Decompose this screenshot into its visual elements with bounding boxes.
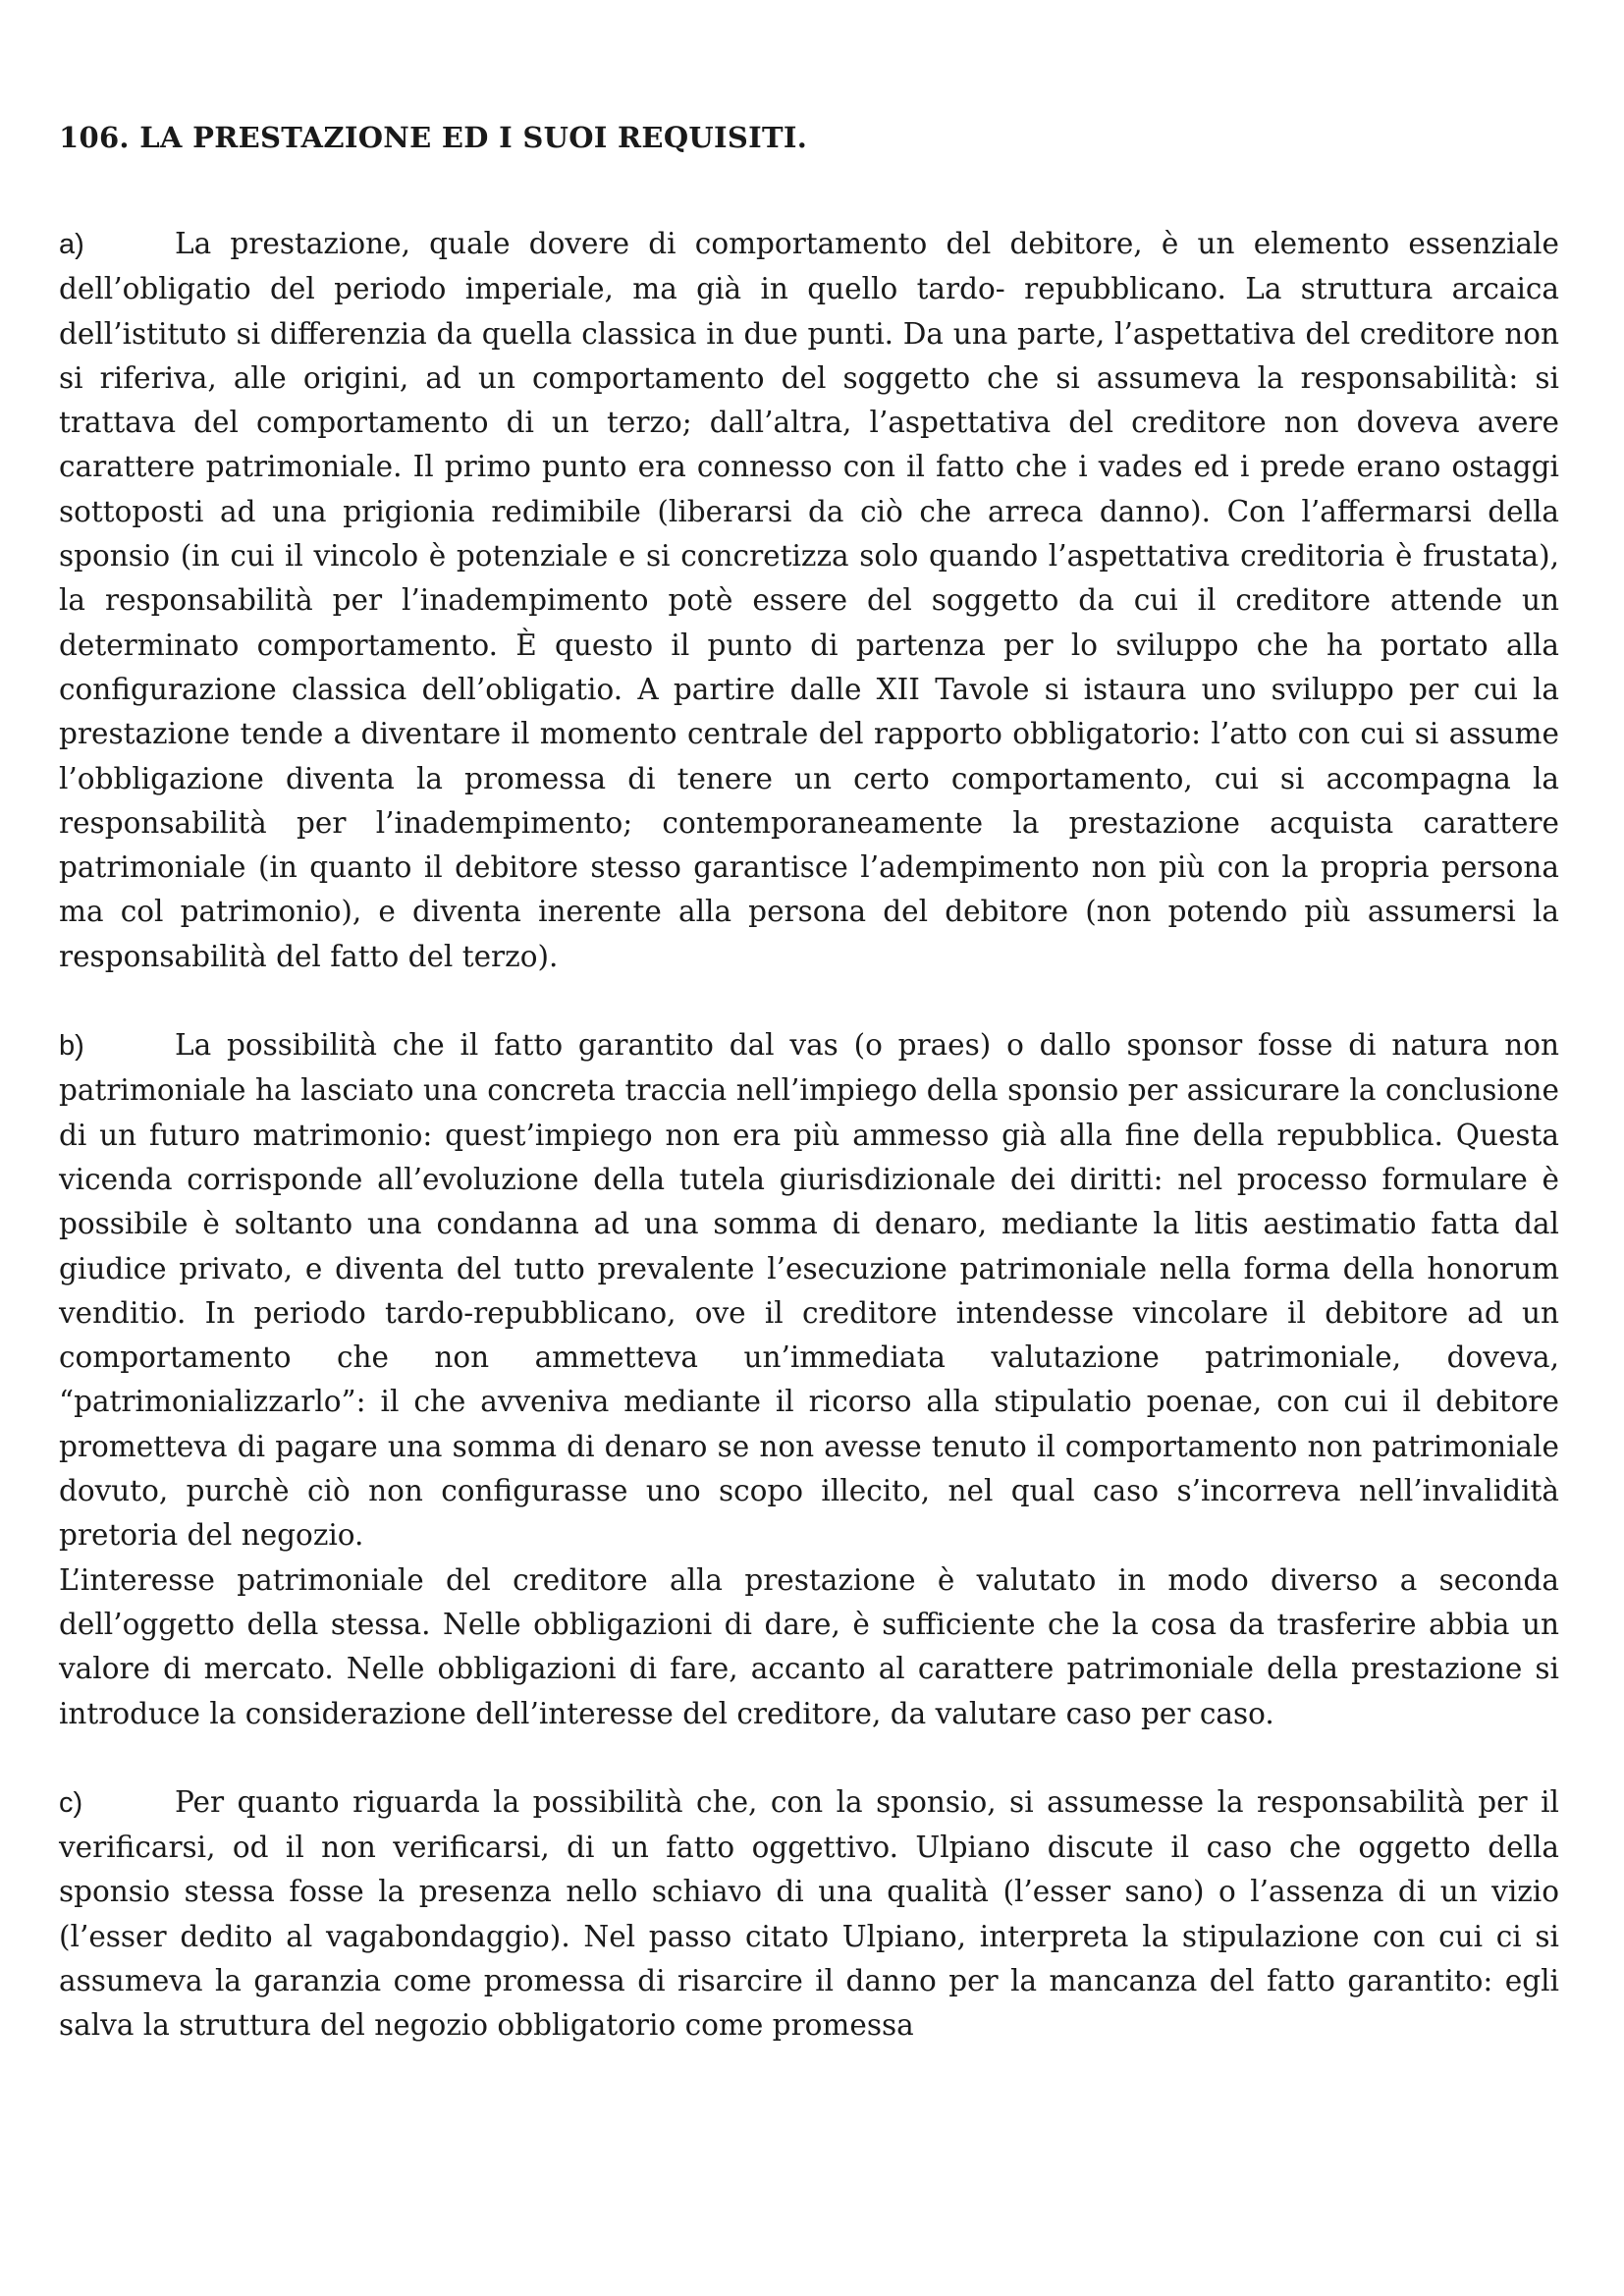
- document-page: [59, 116, 1559, 2049]
- paragraph-b: [59, 1023, 1559, 1558]
- paragraph-c-text: Per quanto riguarda la possibilità che, con la sponsio, si assumesse la responsabilità per il verificarsi, od il non verificarsi, di un fatto oggettivo. Ulpiano discute il caso che oggetto della sponsio stessa fosse la presenza nello schiavo di una qualità (l’esser sano) o l’assenza di un vizio (l’esser dedito al vagabondaggio). Nel passo citato Ulpiano, interpreta la stipulazione con cui ci si assumeva la garanzia come promessa di risarcire il danno per la mancanza del fatto garantito: egli salva la struttura del negozio obbligatorio come promessa: [59, 1784, 1559, 2043]
- paragraph-spacer: [59, 1736, 1559, 1780]
- section-heading: 106. LA PRESTAZIONE ED I SUOI REQUISITI.: [59, 121, 808, 154]
- paragraph-spacer: [59, 979, 1559, 1023]
- paragraph-b-continuation: L’interesse patrimoniale del creditore alla prestazione è valutato in modo diverso a seconda dell’oggetto della stessa. Nelle obbligazioni di dare, è sufficiente che la cosa da trasferire abbia un valore di mercato. Nelle obbligazioni di fare, accanto al carattere patrimoniale della prestazione si introduce la considerazione dell’interesse del creditore, da valutare caso per caso.: [59, 1562, 1559, 1730]
- paragraph-b-marker: b): [59, 1030, 84, 1063]
- paragraph-a: [59, 222, 1559, 979]
- paragraph-b-text: La possibilità che il fatto garantito dal vas (o praes) o dallo sponsor fosse di natura non patrimoniale ha lasciato una concreta traccia nell’impiego della sponsio per assicurare la conclusione di un futuro matrimonio: quest’impiego non era più ammesso già alla fine della repubblica. Questa vicenda corrisponde all’evoluzione della tutela giurisdizionale dei diritti: nel processo formulare è possibile è soltanto una condanna ad una somma di denaro, mediante la litis aestimatio fatta dal giudice privato, e diventa del tutto prevalente l’esecuzione patrimoniale nella forma della honorum venditio. In periodo tardo-repubblicano, ove il creditore intendesse vincolare il debitore ad un comportamento che non ammetteva un’immediata valutazione patrimoniale, doveva, “patrimonializzarlo”: il che avveniva mediante il ricorso alla stipulatio poenae, con cui il debitore prometteva di pagare una somma di denaro se non avesse tenuto il comportamento non patrimoniale dovuto, purchè ciò non configurasse uno scopo illecito, nel qual caso s’incorreva nell’invalidità pretoria del negozio.: [59, 1028, 1559, 1553]
- paragraph-c-marker: c): [59, 1786, 83, 1819]
- paragraph-a-marker: a): [59, 229, 84, 260]
- paragraph-a-text: La prestazione, quale dovere di comportamento del debitore, è un elemento essenziale dell’obligatio del periodo imperiale, ma già in quello tardo- repubblicano. La struttura arcaica dell’istituto si differenzia da quella classica in due punti. Da una parte, l’aspettativa del creditore non si riferiva, alle origini, ad un comportamento del soggetto che si assumeva la responsabilità: si trattava del comportamento di un terzo; dall’altra, l’aspettativa del creditore non doveva avere carattere patrimoniale. Il primo punto era connesso con il fatto che i vades ed i prede erano ostaggi sottoposti ad una prigionia redimibile (liberarsi da ciò che arreca danno). Con l’affermarsi della sponsio (in cui il vincolo è potenziale e si concretizza solo quando l’aspettativa creditoria è frustata), la responsabilità per l’inadempimento potè essere del soggetto da cui il creditore attende un determinato comportamento. È questo il punto di partenza per lo sviluppo che ha portato alla configurazione classica dell’obligatio. A partire dalle XII Tavole si istaura uno sviluppo per cui la prestazione tende a diventare il momento centrale del rapporto obbligatorio: l’atto con cui si assume l’obbligazione diventa la promessa di tenere un certo comportamento, cui si accompagna la responsabilità per l’inadempimento; contemporaneamente la prestazione acquista carattere patrimoniale (in quanto il debitore stesso garantisce l’adempimento non più con la propria persona ma col patrimonio), e diventa inerente alla persona del debitore (non potendo più assumersi la responsabilità del fatto del terzo).: [59, 227, 1559, 973]
- paragraph-c: [59, 1780, 1559, 2049]
